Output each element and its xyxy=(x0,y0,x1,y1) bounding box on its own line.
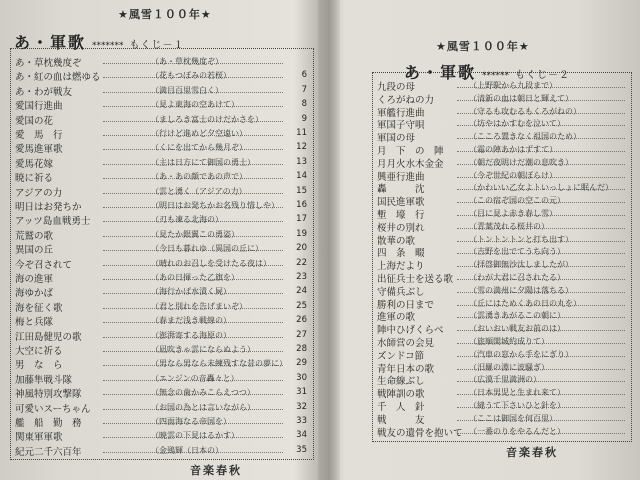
song-title: 愛馬花嫁 xyxy=(15,158,54,170)
song-title: あ・草枕幾度ぞ xyxy=(15,58,82,69)
song-title: 愛国行進曲 xyxy=(15,101,63,113)
first-line: （トントントンと打ち出す） xyxy=(469,234,573,244)
page-number: 23 xyxy=(296,272,307,282)
first-line: （晴れのお召しを受けたる夜は） xyxy=(151,258,271,268)
first-line: （くにを出てから幾月ぞ） xyxy=(151,143,247,153)
first-line: （今ぞ世紀の朝ぼらけ） xyxy=(469,170,557,180)
first-line: （澎湃寄する海原の） xyxy=(151,330,231,340)
page-number: 14 xyxy=(296,171,307,182)
song-title: 江田島健児の歌 xyxy=(15,331,82,343)
contents-label: もくじ－２ xyxy=(515,70,571,81)
page-number: 28 xyxy=(296,344,307,354)
first-line: （この宿ぞ国の空この元） xyxy=(469,196,565,206)
song-title: 月月火水木金金 xyxy=(377,158,444,170)
first-line: （暁雲の下見はるかす） xyxy=(151,431,239,441)
first-line: （春まだ浅き戦線の） xyxy=(151,316,231,326)
song-title: 異国の丘 xyxy=(15,245,54,257)
song-title: あ・わが戦友 xyxy=(15,86,73,98)
page-number: 32 xyxy=(296,401,307,412)
song-title: 愛馬進軍歌 xyxy=(15,144,63,156)
page-number: 22 xyxy=(296,257,307,268)
first-line: （かわいい乙女よトいっしょに眠んだ） xyxy=(469,183,613,193)
first-line: （あ・あの顔であの声で） xyxy=(151,172,247,182)
song-title: 海を征く歌 xyxy=(15,302,63,314)
page-number: 16 xyxy=(296,200,307,210)
page-number: 15 xyxy=(296,185,307,196)
first-line: （わが大君に召されたる） xyxy=(469,273,565,282)
song-title: 轟 沈 xyxy=(377,184,425,196)
song-title: 軍国の母 xyxy=(377,133,416,145)
first-line: （ましろき富士のけだかさを） xyxy=(151,114,263,124)
song-title: 戦陣訓の歌 xyxy=(377,389,425,401)
first-line: （雲湧きあがるこの朝に） xyxy=(469,311,565,321)
song-title: 国民進軍歌 xyxy=(377,197,425,209)
page-number: 13 xyxy=(296,156,307,167)
page-number: 29 xyxy=(296,358,307,369)
page-number: 8 xyxy=(301,99,307,110)
first-line: （刃も凍る北海の） xyxy=(151,215,223,225)
first-line: （縫うて下さいひと針を） xyxy=(469,401,565,410)
first-line: （朝だ夜明けだ潮の息吹き） xyxy=(469,157,573,167)
song-title: 海ゆかば xyxy=(15,288,54,300)
first-line: （目に見よ赤き春し雪） xyxy=(469,209,557,218)
page-number: 11 xyxy=(296,128,307,138)
page-number: 31 xyxy=(296,387,307,398)
first-line: （霜の陣あかはずすて） xyxy=(469,145,558,154)
first-line: （おいおい戦友お前のは） xyxy=(469,324,565,334)
first-line: （青葉茂れる桜井の） xyxy=(469,221,549,231)
song-title: 今ぞ召されて xyxy=(15,259,73,271)
song-title: 海の進軍 xyxy=(15,274,54,285)
first-line: （吉野を出でてうち向う） xyxy=(469,247,565,257)
first-line: （旅順開城約成りて） xyxy=(469,337,549,346)
first-line: （四面海なる帝国を） xyxy=(151,417,231,426)
publisher-footer: 音楽春秋 xyxy=(190,464,242,477)
first-line: （拝啓御無沙汰しましたが） xyxy=(469,260,573,270)
first-line: （坊やはかすむを泣いて） xyxy=(469,119,565,129)
first-line: （エンジンの音轟々と） xyxy=(151,373,239,383)
contents-label: もくじ－１ xyxy=(129,40,185,51)
first-line: （金鵄輝（日本の） xyxy=(151,445,223,455)
song-title: 紀元二千六百年 xyxy=(15,446,82,458)
page-number: 35 xyxy=(296,444,307,455)
contents-frame xyxy=(372,72,632,442)
first-line: （君と別れを告げまいぞ） xyxy=(151,301,247,311)
song-title: あ・紅の血は燃ゆる xyxy=(15,72,101,84)
song-title: 戦 友 xyxy=(377,414,425,426)
first-line: （ここは御国を何百里） xyxy=(469,413,557,423)
first-line: （汽車の窓から手をにぎり） xyxy=(469,349,573,359)
first-line: （広漠千里満洲の） xyxy=(469,375,541,385)
song-title: 加藤隼戦斗隊 xyxy=(15,374,73,386)
book-gutter xyxy=(318,0,340,480)
page-number: 12 xyxy=(296,142,307,153)
song-title: 桜井の別れ xyxy=(377,222,425,234)
first-line: （守るも攻むるもくろがねの） xyxy=(469,106,581,116)
first-line: （上野駅から九段まで） xyxy=(469,81,557,90)
song-title: くろがねの力 xyxy=(377,94,435,106)
first-line: （あ・草枕幾度ぞ） xyxy=(151,57,223,66)
song-title: 九段の母 xyxy=(377,82,416,93)
page-number: 25 xyxy=(296,300,307,311)
page-number: 30 xyxy=(296,372,307,383)
song-title: 四 条 畷 xyxy=(377,248,425,260)
song-title: 水師営の会見 xyxy=(377,338,435,349)
song-title: 男 な ら xyxy=(15,360,63,372)
first-line: （一番のりをやるんだと） xyxy=(469,426,565,436)
song-title: 上海だより xyxy=(377,261,425,273)
song-title: 塹 壕 行 xyxy=(377,210,425,221)
first-line: （満目百里雪白く） xyxy=(151,85,223,95)
song-title: 神風特別攻撃隊 xyxy=(15,389,82,401)
first-line: （汨羅の淵に波騒ぎ） xyxy=(469,362,549,372)
first-line: （海行かば水漬く屍） xyxy=(151,287,231,297)
first-line: （こころ置きなく祖国のため） xyxy=(469,132,581,142)
star-divider: ****** xyxy=(482,71,510,81)
star-divider: ******* xyxy=(92,41,124,51)
first-line: （あの日揮った乙旗を） xyxy=(151,273,239,282)
song-title: 関東軍軍歌 xyxy=(15,432,63,444)
series-title: ★風雪１００年★ xyxy=(118,8,212,21)
page-number: 17 xyxy=(296,214,307,225)
toc-entry xyxy=(11,442,313,460)
song-title: 戦友の遺骨を抱いて xyxy=(377,427,463,439)
song-title: 月 下 の 陣 xyxy=(377,146,444,157)
first-line: （明日はお発ちかお名残り惜しや） xyxy=(151,201,279,210)
first-line: （雲と湧く（アジアの力） xyxy=(151,186,247,196)
first-line: （清新の血は朝日と輝えて） xyxy=(469,93,573,103)
song-title: 大空に祈る xyxy=(15,346,63,357)
first-line: （男なら男なら未練残すな昔の夢に） xyxy=(151,359,287,369)
song-title: 暁に祈る xyxy=(15,173,54,185)
song-title: 生命線ぶし xyxy=(377,376,425,388)
song-title: 散華の歌 xyxy=(377,235,416,247)
page-number: 20 xyxy=(296,243,307,254)
song-title: 青年日本の歌 xyxy=(377,363,435,375)
category-title: あ・軍歌 xyxy=(14,33,87,52)
page-number: 19 xyxy=(296,228,307,239)
first-line: （無念の歯かみこらえつつ） xyxy=(151,388,255,398)
song-title: 進軍の歌 xyxy=(377,312,416,324)
song-title: 愛 馬 行 xyxy=(15,130,63,141)
first-line: （雪の満州に夕陽は落ちる） xyxy=(469,285,573,295)
first-line: （花もつぼみの若桜） xyxy=(151,71,231,81)
song-title: 陣中ひげくらべ xyxy=(377,325,444,337)
first-line: （見よ東海の空あけて） xyxy=(151,100,239,110)
page-number: 26 xyxy=(296,315,307,326)
song-title: 艦 船 勤 務 xyxy=(15,418,82,429)
page-number: 7 xyxy=(301,84,307,95)
contents-frame xyxy=(10,48,314,460)
song-title: 明日はお発ちか xyxy=(15,202,82,213)
song-title: ズンドコ節 xyxy=(377,350,425,362)
page-number: 24 xyxy=(296,286,307,297)
song-title: 荒鷲の歌 xyxy=(15,230,54,242)
category-title: あ・軍歌 xyxy=(404,63,477,82)
first-line: （日本男児と生まれ来て） xyxy=(469,388,565,398)
page-number: 27 xyxy=(296,329,307,340)
song-title: 千 人 針 xyxy=(377,402,425,413)
song-title: 軍国子守唄 xyxy=(377,120,425,132)
first-line: （お国の為とは言いながら） xyxy=(151,402,255,412)
page-number: 9 xyxy=(301,113,307,124)
toc-entry xyxy=(373,423,631,441)
first-line: （行けど進めど夕空遠い） xyxy=(151,129,247,138)
right-page xyxy=(340,0,640,480)
song-title: アッツ島血戦勇士 xyxy=(15,216,91,228)
page-number: 33 xyxy=(296,416,307,426)
first-line: （凪吹きゃ雲にならぬよう） xyxy=(151,345,255,354)
series-title: ★風雪１００年★ xyxy=(436,40,530,53)
page-number: 6 xyxy=(301,70,307,81)
first-line: （今日も暮れゆ（異国の丘に） xyxy=(151,244,263,254)
song-title: アジアの力 xyxy=(15,187,63,199)
song-title: 興亜行進曲 xyxy=(377,171,425,183)
song-title: 出征兵士を送る歌 xyxy=(377,274,454,285)
first-line: （見たか銀翼この勇姿） xyxy=(151,229,239,239)
song-title: 守備兵ぶし xyxy=(377,286,425,298)
song-title: 愛国の花 xyxy=(15,115,54,127)
publisher-footer: 音楽春秋 xyxy=(506,446,558,459)
song-title: 可愛いスーちゃん xyxy=(15,403,91,415)
first-line: （丘にはためくあの日の丸を） xyxy=(469,298,581,308)
page-number: 34 xyxy=(296,430,307,441)
song-title: 軍艦行進曲 xyxy=(377,107,425,119)
song-title: 梅と兵隊 xyxy=(15,317,54,329)
song-title: 勝利の日まで xyxy=(377,299,435,311)
first-line: （主は日方にて御国の勇士） xyxy=(151,157,255,167)
